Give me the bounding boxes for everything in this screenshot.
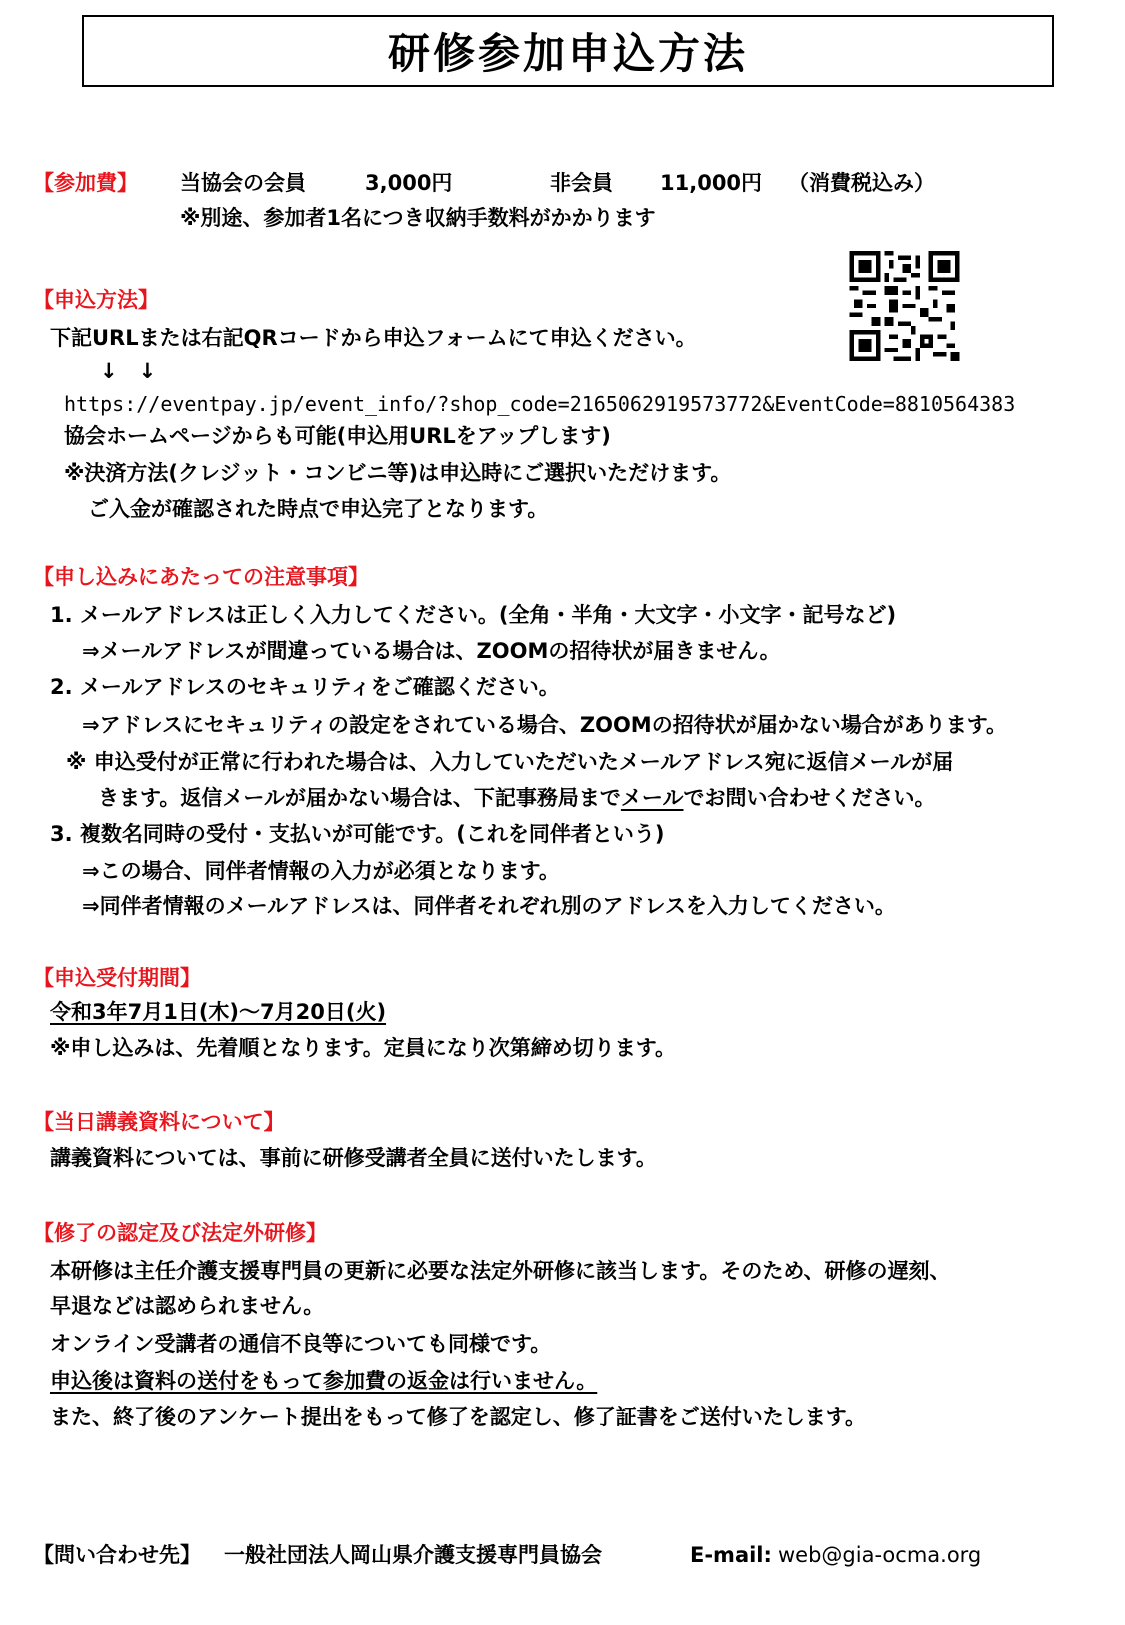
fee-heading: 【参加費】 xyxy=(33,171,138,195)
application-dates: 令和3年7月1日(木)～7月20日(火) xyxy=(50,1000,387,1024)
member-price: 3,000円 xyxy=(365,171,453,195)
apply-heading: 【申込方法】 xyxy=(33,288,159,312)
title-box xyxy=(82,15,1054,87)
payment-complete-note: ご入金が確認された時点で申込完了となります。 xyxy=(88,497,549,521)
tax-note: （消費税込み） xyxy=(788,171,935,195)
completion-line-2: 早退などは認められません。 xyxy=(50,1294,325,1318)
payment-method-note: ※決済方法(クレジット・コンビニ等)は申込時にご選択いただけます。 xyxy=(64,461,732,485)
period-heading: 【申込受付期間】 xyxy=(33,966,201,990)
note-item-2-sub: ⇒アドレスにセキュリティの設定をされている場合、ZOOMの招待状が届かない場合があります。 xyxy=(82,713,1008,737)
note-item-2: 2. メールアドレスのセキュリティをご確認ください。 xyxy=(50,675,560,699)
remark-line-2-text-b: でお問い合わせください。 xyxy=(683,786,936,810)
fee-note: ※別途、参加者1名につき収納手数料がかかります xyxy=(180,206,656,230)
notes-heading: 【申し込みにあたっての注意事項】 xyxy=(33,565,369,589)
qr-code-icon[interactable] xyxy=(846,251,963,361)
contact-label: 【問い合わせ先】 xyxy=(33,1543,201,1567)
contact-org: 一般社団法人岡山県介護支援専門員協会 xyxy=(224,1543,602,1567)
remark-line-1: ※ 申込受付が正常に行われた場合は、入力していただいたメールアドレス宛に返信メールが届 xyxy=(66,750,954,774)
completion-line-3: オンライン受講者の通信不良等についても同様です。 xyxy=(50,1332,552,1356)
nonmember-label: 非会員 xyxy=(550,171,613,195)
completion-line-1: 本研修は主任介護支援専門員の更新に必要な法定外研修に該当します。そのため、研修の遅刻、 xyxy=(50,1259,951,1283)
contact-email[interactable]: web@gia-ocma.org xyxy=(778,1543,982,1567)
mail-link[interactable]: メール xyxy=(620,786,684,810)
apply-homepage-note: 協会ホームページからも可能(申込用URLをアップします) xyxy=(64,424,611,448)
refund-note: 申込後は資料の送付をもって参加費の返金は行いません。 xyxy=(50,1369,598,1393)
completion-line-5: また、終了後のアンケート提出をもって修了を認定し、修了証書をご送付いたします。 xyxy=(50,1405,867,1429)
page-title: 研修参加申込方法 xyxy=(387,29,748,78)
note-item-1-sub: ⇒メールアドレスが間違っている場合は、ZOOMの招待状が届きません。 xyxy=(82,639,781,663)
note-item-3: 3. 複数名同時の受付・支払いが可能です。(これを同伴者という) xyxy=(50,822,665,846)
materials-heading: 【当日講義資料について】 xyxy=(33,1110,285,1134)
member-label: 当協会の会員 xyxy=(180,171,306,195)
nonmember-price: 11,000円 xyxy=(660,171,763,195)
contact-email-label: E-mail: xyxy=(690,1543,772,1567)
note-item-1: 1. メールアドレスは正しく入力してください。(全角・半角・大文字・小文字・記号など) xyxy=(50,603,897,627)
period-note: ※申し込みは、先着順となります。定員になり次第締め切ります。 xyxy=(50,1036,677,1060)
arrows: ↓ ↓ xyxy=(100,359,157,383)
completion-heading: 【修了の認定及び法定外研修】 xyxy=(33,1221,327,1245)
materials-text: 講義資料については、事前に研修受講者全員に送付いたします。 xyxy=(50,1146,657,1170)
note-item-3-sub-1: ⇒この場合、同伴者情報の入力が必須となります。 xyxy=(82,859,560,883)
application-url[interactable]: https://eventpay.jp/event_info/?shop_code=2165062919573772&EventCode=8810564383 xyxy=(64,392,1016,416)
note-item-3-sub-2: ⇒同伴者情報のメールアドレスは、同伴者それぞれ別のアドレスを入力してください。 xyxy=(82,894,896,918)
apply-instruction: 下記URLまたは右記QRコードから申込フォームにて申込ください。 xyxy=(50,326,697,350)
remark-line-2 xyxy=(98,783,936,813)
remark-line-2-text-a: きます。返信メールが届かない場合は、下記事務局まで xyxy=(98,786,621,810)
